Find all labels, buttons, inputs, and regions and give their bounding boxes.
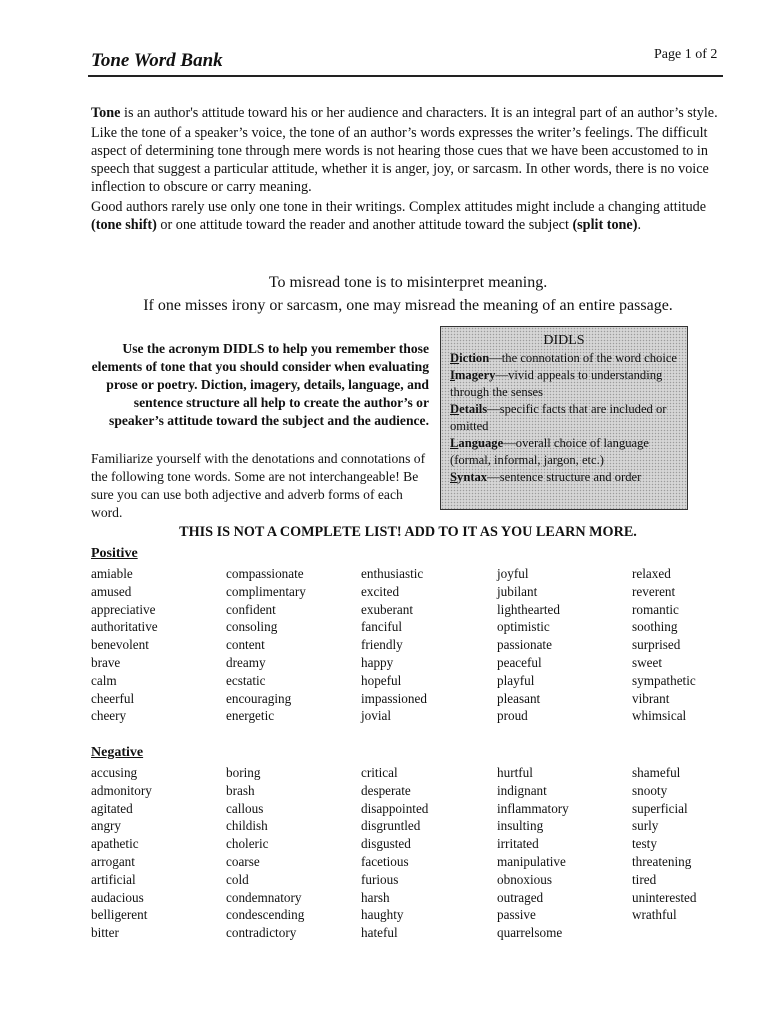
didls-term-initial: S [450,470,458,484]
positive-word-column [497,565,627,725]
positive-tone-word: compassionate [226,566,304,581]
negative-tone-word: quarrelsome [497,925,563,941]
positive-tone-word: authoritative [91,619,158,635]
positive-heading: Positive [91,546,138,561]
didls-term [450,470,487,484]
negative-tone-word: uninterested [632,889,697,905]
negative-tone-word: accusing [91,765,138,780]
didls-term-rest: etails [459,402,488,416]
negative-tone-word: manipulative [497,853,566,869]
positive-word-column [632,565,762,725]
negative-tone-word: superficial [632,800,688,816]
positive-tone-word: exuberant [361,601,413,617]
positive-tone-word: cheerful [91,690,135,706]
negative-tone-word: angry [91,818,122,834]
negative-tone-word: facetious [361,853,409,869]
negative-word-column [226,764,356,942]
split-tone-term: (split tone) [572,217,638,233]
negative-tone-word: arrogant [91,853,135,869]
negative-tone-word: brash [226,782,255,798]
positive-tone-word: jovial [361,708,392,724]
negative-heading: Negative [91,745,144,760]
negative-tone-word: indignant [497,782,547,798]
document-title: Tone Word Bank [91,50,223,71]
negative-tone-word: surly [632,818,659,834]
positive-tone-word: lighthearted [497,601,560,617]
intro-p3-text-b: or one attitude toward the reader and another attitude toward the subject [156,217,573,233]
didls-title: DIDLS [543,333,585,348]
didls-term [450,402,487,416]
intro-paragraph-1 [91,104,723,122]
didls-term-initial: D [450,351,460,365]
negative-tone-word: harsh [361,889,390,905]
negative-tone-word: haughty [361,907,404,923]
positive-tone-word: jubilant [497,583,538,599]
didls-term-initial: L [450,436,459,450]
quote-line-1: To misread tone is to misinterpret meaning. [268,274,548,291]
negative-word-column [632,764,762,924]
negative-word-column [91,764,221,942]
positive-tone-word: amused [91,583,132,599]
positive-tone-word: whimsical [632,708,687,724]
negative-tone-word: hateful [361,925,398,941]
positive-tone-word: dreamy [226,654,266,670]
intro-paragraph-2: Like the tone of a speaker’s voice, the tone of an author’s words expresses the writer’s feelings. The difficult aspect of determining tone through mere words is not hearing those cues that we have been accustomed to in speech that suggest a particular attitude, whether it is anger, joy, or sarcasm. In other words, there is no voice inflection to obscure or carry meaning. [91,125,709,195]
didls-item [450,435,678,469]
positive-tone-word: ecstatic [226,672,266,688]
negative-tone-word: testy [632,836,657,852]
negative-word-column [497,764,627,942]
positive-tone-word: peaceful [497,654,542,670]
didls-description: —sentence structure and order [487,470,642,484]
negative-tone-word: snooty [632,782,668,798]
negative-tone-word: irritated [497,836,539,852]
negative-tone-word: artificial [91,871,136,887]
negative-tone-word: audacious [91,889,144,905]
negative-tone-word: admonitory [91,782,152,798]
negative-tone-word: coarse [226,853,260,869]
positive-tone-word: consoling [226,619,278,635]
positive-tone-word: relaxed [632,566,671,581]
negative-tone-word: wrathful [632,907,677,923]
intro-p3-text-a: Good authors rarely use only one tone in their writings. Complex attitudes might include a changing attitude [91,199,707,215]
didls-term [450,351,489,365]
positive-tone-word: friendly [361,637,403,653]
negative-tone-word: agitated [91,800,133,816]
positive-word-column [226,565,356,725]
negative-tone-word: boring [226,765,261,780]
negative-tone-word: childish [226,818,268,834]
negative-tone-word: bitter [91,925,119,941]
negative-tone-word: critical [361,765,398,780]
didls-term-initial: D [450,402,460,416]
negative-tone-word: disgusted [361,836,411,852]
didls-term-initial: I [450,368,455,382]
positive-tone-word: energetic [226,708,275,724]
positive-tone-word: complimentary [226,583,306,599]
positive-tone-word: amiable [91,566,133,581]
negative-tone-word: shameful [632,765,681,780]
didls-description: —overall choice of language (formal, informal, jargon, etc.) [450,436,650,467]
intro-section [91,104,723,236]
positive-tone-word: benevolent [91,637,149,653]
didls-list [450,350,678,486]
negative-word-column [361,764,491,942]
didls-description: —vivid appeals to understanding through the senses [450,368,663,399]
positive-tone-word: romantic [632,601,679,617]
negative-tone-word: disappointed [361,800,429,816]
positive-tone-word: confident [226,601,276,617]
didls-item [450,350,678,367]
positive-tone-word: optimistic [497,619,550,635]
negative-tone-word: hurtful [497,765,533,780]
negative-tone-word: desperate [361,782,411,798]
didls-term-rest: magery [454,368,496,382]
negative-tone-word: callous [226,800,264,816]
positive-tone-word: impassioned [361,690,427,706]
didls-term [450,436,503,450]
negative-tone-word: outraged [497,889,544,905]
negative-tone-word: inflammatory [497,800,569,816]
negative-tone-word: contradictory [226,925,297,941]
negative-tone-word: apathetic [91,836,139,852]
intro-paragraph-3 [91,198,723,234]
negative-tone-word: cold [226,871,249,887]
positive-tone-word: content [226,637,265,653]
didls-term-rest: anguage [458,436,504,450]
didls-description: —the connotation of the word choice [489,351,678,365]
intro-p1-text: is an author's attitude toward his or her audience and characters. It is an integral part of an author’s style. [120,105,718,121]
positive-tone-word: reverent [632,583,676,599]
tone-term: Tone [91,105,121,121]
negative-tone-word: threatening [632,853,692,869]
didls-description: —specific facts that are included or omitted [450,402,667,433]
acronym-paragraph: Use the acronym DIDLS to help you remember those elements of tone that you should consider when evaluating prose or poetry. Diction, imagery, details, language, and sentence structure all help to create the author’s or speaker’s attitude toward the subject and the audience. [91,341,429,428]
positive-tone-word: playful [497,672,535,688]
positive-tone-word: passionate [497,637,552,653]
didls-box [440,326,688,510]
tone-shift-term: (tone shift) [91,217,157,233]
negative-tone-word: disgruntled [361,818,421,834]
positive-tone-word: happy [361,654,394,670]
positive-tone-word: fanciful [361,619,403,635]
positive-word-column [361,565,491,725]
didls-item [450,469,678,486]
didls-item [450,401,678,435]
positive-tone-word: brave [91,654,121,670]
negative-tone-word: passive [497,907,536,923]
header-divider [88,75,723,77]
negative-tone-word: belligerent [91,907,148,923]
positive-tone-word: calm [91,672,117,688]
negative-tone-word: condemnatory [226,889,302,905]
positive-tone-word: proud [497,708,528,724]
positive-tone-word: soothing [632,619,678,635]
didls-item [450,367,678,401]
negative-tone-word: furious [361,871,399,887]
positive-tone-word: vibrant [632,690,670,706]
positive-tone-word: sweet [632,654,663,670]
positive-tone-word: joyful [497,566,529,581]
didls-term-rest: iction [459,351,490,365]
positive-tone-word: hopeful [361,672,402,688]
page-number: Page 1 of 2 [654,47,718,62]
positive-tone-word: cheery [91,708,127,724]
positive-word-column [91,565,221,725]
positive-tone-word: pleasant [497,690,541,706]
positive-tone-word: excited [361,583,400,599]
negative-tone-word: condescending [226,907,305,923]
intro-p3-text-c: . [637,217,642,233]
quote-line-2: If one misses irony or sarcasm, one may misread the meaning of an entire passage. [143,297,673,314]
negative-tone-word: obnoxious [497,871,552,887]
familiarize-paragraph: Familiarize yourself with the denotations and connotations of the following tone words. Some are not interchangeable! Be sure you can use both adjective and adverb forms of each word. [91,451,426,520]
negative-tone-word: choleric [226,836,269,852]
incomplete-list-notice: THIS IS NOT A COMPLETE LIST! ADD TO IT AS YOU LEARN MORE. [179,524,637,540]
positive-tone-word: appreciative [91,601,156,617]
positive-tone-word: enthusiastic [361,566,424,581]
didls-term-rest: yntax [457,470,488,484]
positive-tone-word: sympathetic [632,672,696,688]
didls-term [450,368,495,382]
negative-tone-word: tired [632,871,657,887]
positive-tone-word: surprised [632,637,681,653]
negative-tone-word: insulting [497,818,544,834]
positive-tone-word: encouraging [226,690,292,706]
